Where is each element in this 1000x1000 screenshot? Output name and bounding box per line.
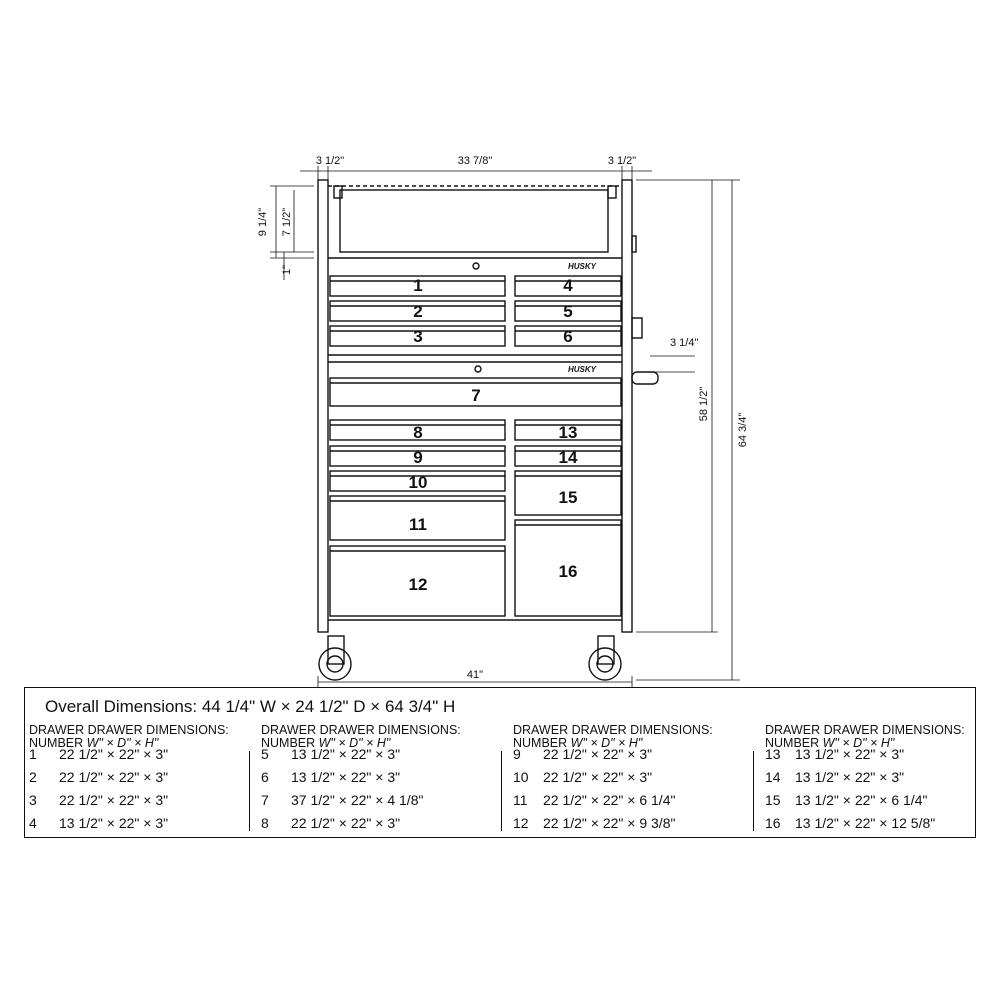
table-row [29, 746, 168, 762]
drawer-label-8: 8 [413, 423, 423, 442]
drawer-label-12: 12 [408, 575, 428, 594]
drawer-number: 15 [765, 792, 781, 808]
drawer-dimensions: 13 1/2" × 22" × 6 1/4" [795, 792, 928, 808]
drawer-number: 9 [513, 746, 521, 762]
drawer-number: 3 [29, 792, 37, 808]
drawer-label-10: 10 [408, 473, 428, 492]
right-dim-mid: 58 1/2" [698, 386, 710, 422]
table-row [261, 746, 400, 762]
drawer-dimensions: 22 1/2" × 22" × 6 1/4" [543, 792, 676, 808]
column-divider [753, 751, 754, 831]
drawer-number: 7 [261, 792, 269, 808]
drawer-dimensions-table [24, 687, 976, 838]
drawer-number: 14 [765, 769, 781, 785]
drawer-number: 10 [513, 769, 529, 785]
drawer-dimensions: 22 1/2" × 22" × 3" [59, 769, 169, 785]
drawer-label-5: 5 [563, 302, 573, 321]
drawer-label-1: 1 [413, 276, 423, 295]
column-header: DRAWER DRAWER DIMENSIONS: NUMBER W" × D" × H" [765, 723, 965, 750]
drawer-label-4: 4 [563, 276, 573, 295]
left-dim-small: 1" [281, 264, 293, 276]
drawer-dimensions: 22 1/2" × 22" × 3" [543, 746, 653, 762]
brand-logo-top: HUSKY [568, 262, 597, 271]
drawer-dimensions: 13 1/2" × 22" × 3" [59, 815, 169, 831]
drawer-label-6: 6 [563, 327, 573, 346]
brand-logo-cabinet: HUSKY [568, 365, 597, 374]
right-dim-total: 64 3/4" [737, 412, 749, 448]
drawer-dimensions: 22 1/2" × 22" × 3" [59, 792, 169, 808]
drawer-number: 5 [261, 746, 269, 762]
drawer-dimensions: 13 1/2" × 22" × 3" [795, 769, 905, 785]
drawer-dimensions: 22 1/2" × 22" × 9 3/8" [543, 815, 676, 831]
drawer-number: 6 [261, 769, 269, 785]
drawer-dimensions: 13 1/2" × 22" × 12 5/8" [795, 815, 936, 831]
column-header: DRAWER DRAWER DIMENSIONS: NUMBER W" × D" × H" [513, 723, 713, 750]
drawer-label-14: 14 [558, 448, 578, 467]
right-side-rail [622, 180, 632, 632]
table-row [513, 815, 675, 831]
drawer-label-2: 2 [413, 302, 423, 321]
drawer-dimensions: 37 1/2" × 22" × 4 1/8" [291, 792, 424, 808]
top-dim-center: 33 7/8" [457, 155, 493, 167]
drawer-label-11: 11 [409, 515, 427, 534]
left-dim-inner: 7 1/2" [281, 207, 293, 237]
drawer-dimensions: 13 1/2" × 22" × 3" [291, 769, 401, 785]
drawer-number: 8 [261, 815, 269, 831]
drawer-dimensions: 13 1/2" × 22" × 3" [795, 746, 905, 762]
table-row [513, 792, 675, 808]
drawer-label-9: 9 [413, 448, 423, 467]
drawer-number: 4 [29, 815, 37, 831]
drawer-number: 1 [29, 746, 37, 762]
table-row [29, 815, 168, 831]
table-row [765, 746, 904, 762]
drawer-label-7: 7 [471, 386, 481, 405]
lid-compartment [340, 190, 608, 252]
table-row [261, 815, 400, 831]
drawer-dimensions: 22 1/2" × 22" × 3" [59, 746, 169, 762]
right-dim-handle: 3 1/4" [670, 337, 699, 349]
table-row [261, 792, 423, 808]
table-row [765, 815, 935, 831]
table-row [513, 769, 652, 785]
column-header: DRAWER DRAWER DIMENSIONS: NUMBER W" × D" × H" [261, 723, 461, 750]
drawer-number: 11 [513, 792, 528, 808]
spec-column-2 [261, 724, 501, 836]
overall-dimensions: Overall Dimensions: 44 1/4" W × 24 1/2" D × 64 3/4" H [45, 697, 456, 716]
drawer-number: 2 [29, 769, 37, 785]
spec-column-3 [513, 724, 753, 836]
spec-column-4 [765, 724, 1000, 836]
drawer-label-15: 15 [558, 488, 578, 507]
table-row [29, 792, 168, 808]
left-side-rail [318, 180, 328, 632]
drawer-number: 16 [765, 815, 781, 831]
table-row [513, 746, 652, 762]
drawer-number: 12 [513, 815, 529, 831]
top-dim-left: 3 1/2" [315, 155, 345, 167]
table-row [29, 769, 168, 785]
column-divider [501, 751, 502, 831]
drawer-dimensions: 22 1/2" × 22" × 3" [543, 769, 653, 785]
table-row [261, 769, 400, 785]
drawer-dimensions: 13 1/2" × 22" × 3" [291, 746, 401, 762]
table-row [765, 769, 904, 785]
drawer-number: 13 [765, 746, 781, 762]
drawer-label-13: 13 [558, 423, 578, 442]
drawer-label-3: 3 [413, 327, 423, 346]
spec-column-1 [29, 724, 269, 836]
column-header: DRAWER DRAWER DIMENSIONS: NUMBER W" × D" × H" [29, 723, 229, 750]
drawer-label-16: 16 [558, 562, 578, 581]
top-dim-right: 3 1/2" [607, 155, 637, 167]
left-dim-outer: 9 1/4" [257, 207, 269, 237]
column-divider [249, 751, 250, 831]
table-row [765, 792, 927, 808]
drawer-dimensions: 22 1/2" × 22" × 3" [291, 815, 401, 831]
bottom-dim: 41" [466, 669, 484, 681]
